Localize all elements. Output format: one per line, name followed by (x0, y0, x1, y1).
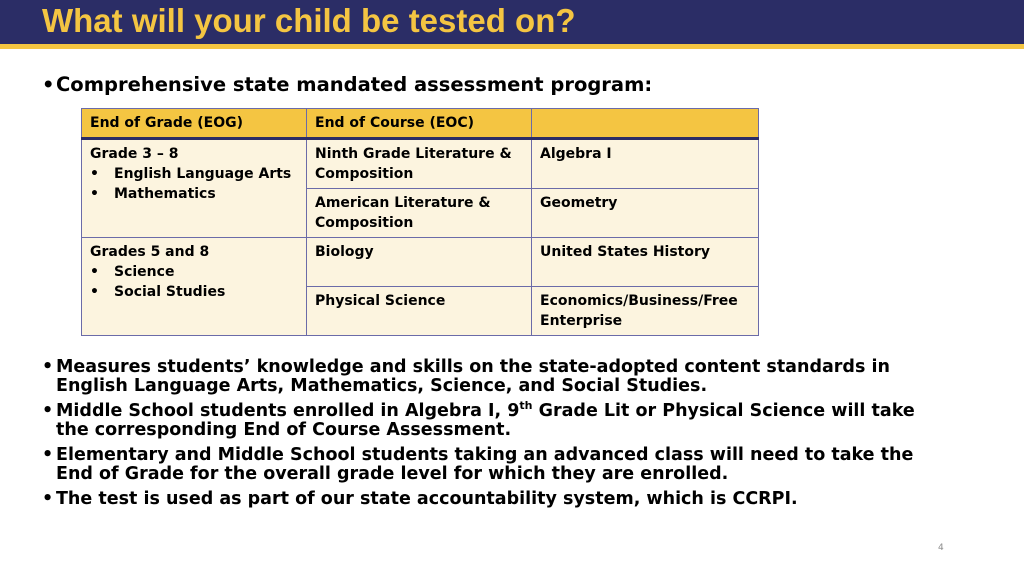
table-header-row (82, 109, 759, 139)
eoc-cell: Algebra I (532, 139, 759, 189)
bullet-icon: • (42, 73, 55, 96)
list-item: • The test is used as part of our state accountability system, which is CCRPI. (42, 490, 942, 509)
header-blank (532, 109, 759, 139)
header-eog: End of Grade (EOG) (82, 109, 307, 139)
list-item: • English Language Arts (90, 164, 298, 184)
lead-bullet (42, 72, 652, 98)
list-item: • Social Studies (90, 282, 298, 302)
eog-group-list (90, 262, 298, 302)
title-bar (0, 0, 1024, 49)
page-number: 4 (938, 543, 944, 553)
list-item: • Elementary and Middle School students taking an advanced class will need to take the End of Grade for the overall grade level for which they are enrolled. (42, 446, 942, 484)
list-item: • Measures students’ knowledge and skills on the state-adopted content standards in English Language Arts, Mathematics, Science, and Social Studies. (42, 358, 942, 396)
bullet-text-part: Grade Lit or Physical Science will take the corresponding End of Course Assessment. (56, 401, 915, 440)
list-item (42, 399, 942, 440)
eog-group-grades-5-8 (82, 238, 307, 336)
eog-group-grade-3-8 (82, 139, 307, 238)
lead-text: Comprehensive state mandated assessment program: (56, 73, 653, 96)
eog-group-list (90, 164, 298, 204)
list-item: • Science (90, 262, 298, 282)
info-bullets (42, 358, 942, 515)
eoc-cell: Economics/Business/Free Enterprise (532, 287, 759, 336)
assessment-table (81, 108, 759, 336)
table-row (82, 139, 759, 189)
eoc-cell: Biology (307, 238, 532, 287)
eoc-cell: American Literature & Composition (307, 189, 532, 238)
eoc-cell: Physical Science (307, 287, 532, 336)
eog-group-heading: Grade 3 – 8 (90, 146, 179, 162)
eoc-cell: Geometry (532, 189, 759, 238)
eog-group-heading: Grades 5 and 8 (90, 244, 210, 260)
eoc-cell: United States History (532, 238, 759, 287)
header-eoc: End of Course (EOC) (307, 109, 532, 139)
list-item: • Mathematics (90, 184, 298, 204)
superscript: th (519, 399, 533, 413)
eoc-cell: Ninth Grade Literature & Composition (307, 139, 532, 189)
table-row (82, 238, 759, 287)
slide-title: What will your child be tested on? (42, 2, 576, 39)
bullet-text-part: Middle School students enrolled in Algebra I, 9 (56, 401, 520, 421)
